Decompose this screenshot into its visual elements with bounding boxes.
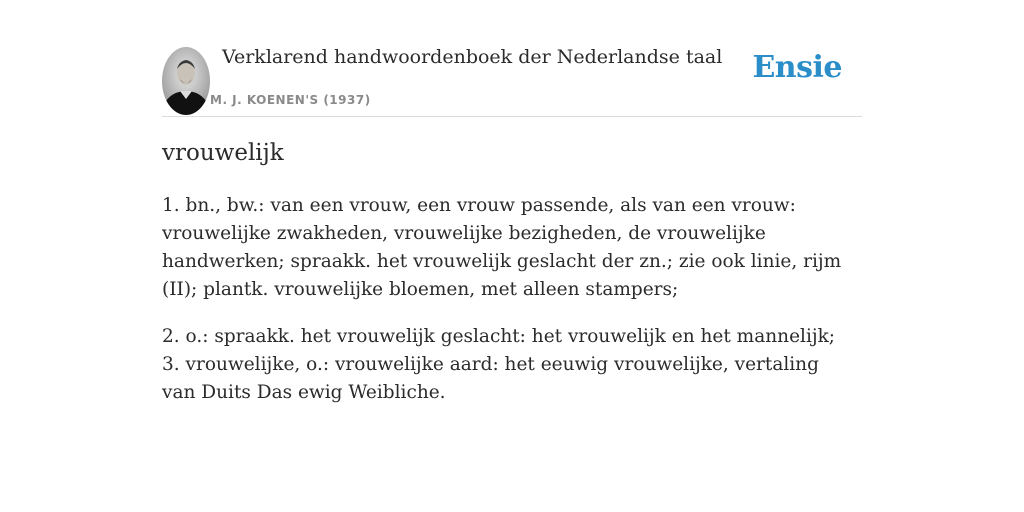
- dictionary-title: Verklarend handwoordenboek der Nederlandse taal: [222, 46, 723, 68]
- dictionary-header: [162, 0, 862, 117]
- definition-3: 3. vrouwelijke, o.: vrouwelijke aard: het eeuwig vrouwelijke, vertaling van Duits Das ewig Weibliche.: [162, 354, 819, 403]
- entry-headword: vrouwelijk: [162, 140, 284, 166]
- ensie-logo-link[interactable]: Ensie: [752, 50, 842, 85]
- definition-1: 1. bn., bw.: van een vrouw, een vrouw passende, als van een vrouw: vrouwelijke zwakheden, vrouwelijke bezigheden, de vrouwelijke handwerken; spraakk. het vrouwelijk geslacht der zn.; zie ook linie, rijm (II); plantk. vrouwelijke bloemen, met alleen stampers;: [162, 195, 842, 300]
- definition-2: 2. o.: spraakk. het vrouwelijk geslacht: het vrouwelijk en het mannelijk;: [162, 326, 836, 347]
- author-portrait-icon: [162, 47, 210, 115]
- definitions-2-3: [162, 323, 852, 407]
- dictionary-author: M. J. KOENEN'S (1937): [210, 93, 371, 107]
- page-container: [162, 0, 862, 403]
